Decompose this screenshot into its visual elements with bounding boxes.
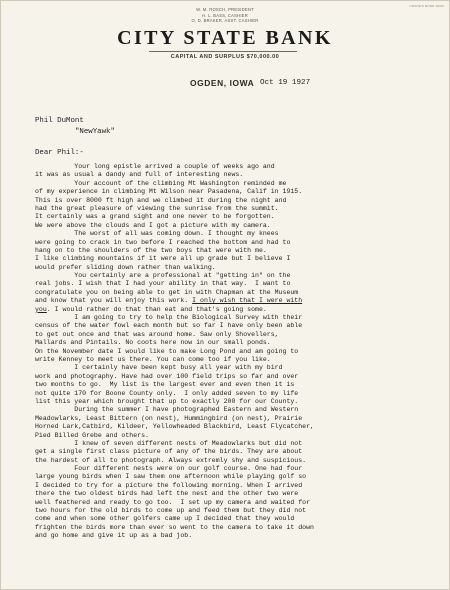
letter-line-text: of my experience in climbing Mt Wilson near Pasadena, Calif in 1915.	[35, 188, 303, 196]
letter-line-text: write Kenney to meet us there. You can come too if you like.	[35, 355, 271, 363]
letter-line	[35, 180, 443, 188]
letter-line-underlined: I only wish that I were with	[192, 297, 303, 305]
letter-line	[35, 532, 443, 540]
letter-line	[35, 423, 443, 431]
letter-date: Oct 19 1927	[260, 79, 311, 87]
paper-watermark-mark: CRANE'S BOND 100%	[409, 4, 444, 8]
letter-line-text: not quite 170 for Boone County only. I only added seven to my life	[35, 389, 299, 397]
letter-line-text: Four different nests were on our golf course. One had four	[35, 465, 303, 473]
letter-line-text: two months to go. My list is the largest ever and even then it is	[35, 381, 295, 389]
letter-line	[35, 432, 443, 440]
letter-line-text: I am going to try to help the Biological Survey with their	[35, 314, 303, 322]
letter-line-text: come and when some other golfers came up I decided that they would	[35, 515, 295, 523]
letter-line-text: there the two oldest birds had left the nest and the other two were	[35, 490, 299, 498]
letter-line-text: well feathered and ready to go too. I set up my camera and waited for	[35, 498, 311, 506]
letter-line-text: would prefer sliding down rather than walking.	[35, 263, 216, 271]
letter-line	[35, 499, 443, 507]
letter-line-text: census of the water fowl each month but so far I have only been able	[35, 322, 303, 330]
letter-line-text: It certainly was a grand sight and one never to be forgotten.	[35, 213, 275, 221]
letter-line-text: During the summer I have photographed Eastern and Western	[35, 406, 299, 414]
recipient-name: Phil DuMont	[35, 117, 84, 125]
letter-line	[35, 339, 443, 347]
letter-line-text: The worst of all was coming down. I thought my knees	[35, 230, 279, 238]
letter-line	[35, 230, 443, 238]
letter-line	[35, 356, 443, 364]
letter-line-text: You certainly are a professional at "getting in" on the	[35, 272, 291, 280]
letter-line	[35, 280, 443, 288]
letter-line-text: and go home and give it up as a bad job.	[35, 532, 193, 540]
letter-line-text: and know that you will enjoy this work.	[35, 297, 193, 305]
letter-line	[35, 188, 443, 196]
letter-line-after: . I would rather do that than eat and that's going some.	[46, 305, 267, 313]
letter-line	[35, 482, 443, 490]
letter-line	[35, 406, 443, 414]
letter-line	[35, 322, 443, 330]
letter-line-text: real jobs. I wish that I had your ability in that way. I want to	[35, 280, 291, 288]
letter-line	[35, 473, 443, 481]
letter-line	[35, 490, 443, 498]
letter-line	[35, 390, 443, 398]
letter-line	[35, 264, 443, 272]
letter-line-text: hang on to the shoulders of the two boys that were with me.	[35, 246, 267, 254]
letter-line	[35, 314, 443, 322]
letter-line-text: Your account of the climbing Mt Washington reminded me	[35, 179, 287, 187]
letter-line-text: congratulate you on being able to get in with Chapman at the Museum	[35, 288, 299, 296]
recipient-location: "NewYawk"	[75, 128, 115, 136]
letter-line	[35, 448, 443, 456]
letter-line-text: work and photography. Have had over 100 field trips so far and over	[35, 372, 299, 380]
bank-name: CITY STATE BANK	[117, 27, 333, 49]
letter-line	[35, 171, 443, 179]
letter-line	[35, 398, 443, 406]
letter-line-text: Meadowlarks, Least Bittern (on nest), Hummingbird (on nest), Prairie	[35, 414, 303, 422]
letter-line	[35, 289, 443, 297]
letter-line-text: frighten the birds more than ever so went to the camera to take it down	[35, 523, 314, 531]
letter-line	[35, 163, 443, 171]
letter-line	[35, 381, 443, 389]
letter-line-text: Your long epistle arrived a couple of weeks ago and	[35, 163, 275, 170]
letter-body	[35, 163, 443, 541]
officer-cashier: H. L. BASS, CASHIER	[202, 12, 248, 18]
letter-line	[35, 348, 443, 356]
letter-line-text: large young birds when I saw them one afternoon while playing golf so	[35, 473, 307, 481]
letter-line-text: Mallards and Pintails. No coots here now in our small ponds.	[35, 339, 271, 347]
letter-line	[35, 239, 443, 247]
letter-line	[35, 515, 443, 523]
letter-line-text: list this year which brought that up to exactly 200 for our County.	[35, 397, 299, 405]
officer-president: W. M. ROSCH, PRESIDENT	[196, 7, 254, 12]
letter-line-text: I decided to try for a picture the following morning. When I arrived	[35, 481, 303, 489]
letter-line	[35, 440, 443, 448]
letter-line	[35, 213, 443, 221]
letter-line	[35, 306, 443, 314]
letterhead-city: OGDEN, IOWA	[190, 78, 255, 88]
capital-and-surplus: CAPITAL AND SURPLUS $70,000.00	[170, 54, 280, 60]
letter-line-text: were going to crack in two before I reached the bottom and had to	[35, 238, 291, 246]
letter-line-text: Horned Lark,Catbird, Kildeer, Yellowheaded Blackbird, Least Flycatcher,	[35, 423, 314, 431]
letter-line	[35, 205, 443, 213]
letter-line-underlined: you	[35, 305, 47, 313]
letter-line	[35, 373, 443, 381]
letter-line-text: On the November date I would like to make Long Pond and am going to	[35, 347, 299, 355]
letter-line	[35, 465, 443, 473]
letter-line-text: to get out once and that was around home. Saw only Shovellers,	[35, 330, 279, 338]
salutation: Dear Phil:-	[35, 149, 84, 157]
letter-line-text: get a single first class picture of any of the birds. They are about	[35, 448, 303, 456]
letter-line	[35, 507, 443, 515]
officer-asst-cashier: O. D. BRAKER, ASST. CASHIER	[191, 18, 259, 24]
letter-line-text: Pied Billed Grebe and others.	[35, 431, 149, 439]
letterhead-divider	[149, 51, 297, 52]
letter-line	[35, 415, 443, 423]
letter-line-text: We were above the clouds and I got a picture with my camera.	[35, 221, 271, 229]
letter-line-text: two hours for the old birds to come up and feed them but they did not	[35, 507, 307, 515]
letter-line-text: I certainly have been kept busy all year with my bird	[35, 364, 283, 372]
letter-line	[35, 331, 443, 339]
letter-line	[35, 255, 443, 263]
letter-line	[35, 297, 443, 305]
letter-line	[35, 197, 443, 205]
letter-line-text: the hardest of all to photograph. Always extremly shy and suspicious.	[35, 456, 307, 464]
officers-list	[0, 7, 450, 24]
letter-line	[35, 457, 443, 465]
letter-line-text: had the great pleasure of viewing the sunrise from the summit.	[35, 204, 279, 212]
letter-line-text: This is over 8000 ft high and we climbed it during the night and	[35, 196, 287, 204]
letter-line	[35, 272, 443, 280]
letter-line	[35, 364, 443, 372]
letter-line	[35, 524, 443, 532]
letter-line-text: I knew of seven different nests of Meadowlarks but did not	[35, 439, 303, 447]
letter-line	[35, 247, 443, 255]
letter-line-text: it was as usual a dandy and full of interesting news.	[35, 171, 244, 179]
letter-line-text: I like climbing mountains if it were all up grade but I believe I	[35, 255, 291, 263]
letter-line	[35, 222, 443, 230]
